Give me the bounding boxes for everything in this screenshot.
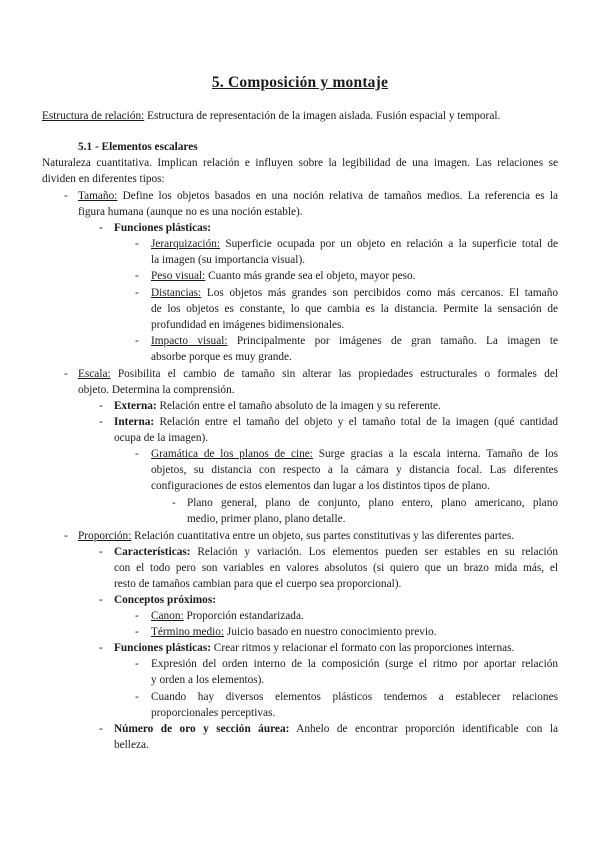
jerarq-label: Jerarquización: — [151, 238, 221, 250]
impacto-label: Impacto visual: — [151, 335, 228, 347]
peso-label: Peso visual: — [151, 270, 206, 282]
escala-label: Escala: — [78, 368, 111, 380]
jerarq-line-1 — [151, 237, 558, 252]
tamano-label: Tamaño: — [78, 190, 118, 202]
gram-line-2: objetos, su distancia con respecto a la cámara y distancia focal. Las diferentes — [151, 464, 558, 476]
bullet-dash: - — [99, 222, 103, 234]
prop-funciones-label: Funciones plásticas: — [114, 642, 211, 654]
bullet-dash: - — [64, 190, 68, 202]
cuando-line-1: Cuando hay diversos elementos plásticos tendemos a establecer relaciones — [151, 691, 558, 703]
jerarq-text: Superficie ocupada por un objeto en relación a la superficie total de — [220, 238, 558, 250]
caract-line-2: con el todo pero son variables en valores absolutos (si quiero que un brazo mida más, el — [114, 562, 558, 574]
expr-line-2: y orden a los elementos). — [151, 674, 265, 686]
bullet-dash: - — [135, 691, 139, 703]
impacto-text: Principalmente por imágenes de gran tamaño. La imagen te — [227, 335, 558, 347]
bullet-dash: - — [99, 416, 103, 428]
expr-line-1: Expresión del orden interno de la composición (surge el ritmo por aportar relación — [151, 658, 558, 670]
prop-funciones-line — [114, 641, 514, 656]
canon-label: Canon: — [151, 610, 184, 622]
dist-text: Los objetos más grandes son percibidos como más cercanos. El tamaño — [201, 287, 558, 299]
externa-text: Relación entre el tamaño absoluto de la imagen y su referente. — [156, 400, 441, 412]
caract-label: Características: — [114, 546, 191, 558]
externa-label: Externa: — [114, 400, 157, 412]
bullet-dash: - — [135, 658, 139, 670]
caract-line-3: resto de tamaños cambian para que el cuerpo sea proporcional). — [114, 578, 402, 590]
bullet-dash: - — [99, 723, 103, 735]
tamano-line-2: figura humana (aunque no es una noción estable). — [78, 206, 303, 218]
bullet-dash: - — [99, 594, 103, 606]
proporcion-text: Relación cuantitativa entre un objeto, sus partes constitutivas y las diferentes partes. — [131, 530, 515, 542]
dist-line-2: de los objetos es constante, lo que cambia es la distancia. Permite la sensación de — [151, 303, 558, 315]
bullet-dash: - — [99, 546, 103, 558]
escala-line-1 — [78, 367, 558, 382]
oro-line-2: belleza. — [114, 739, 149, 751]
termino-text: Juicio basado en nuestro conocimiento previo. — [224, 626, 437, 638]
peso-text: Cuanto más grande sea el objeto, mayor peso. — [205, 270, 416, 282]
bullet-dash: - — [135, 626, 139, 638]
bullet-dash: - — [64, 530, 68, 542]
prop-funciones-text: Crear ritmos y relacionar el formato con las proporciones internas. — [210, 642, 515, 654]
dist-line-3: profundidad en imágenes bidimensionales. — [151, 319, 345, 331]
bullet-dash: - — [135, 287, 139, 299]
tamano-funciones-label: Funciones plásticas: — [114, 222, 211, 234]
interna-line-1 — [114, 415, 558, 430]
gram-line-3: configuraciones de estos elementos dan lugar a los distintos tipos de plano. — [151, 480, 490, 492]
bullet-dash: - — [135, 448, 139, 460]
page-title: 5. Composición y montaje — [211, 74, 389, 91]
planos-line-1: Plano general, plano de conjunto, plano entero, plano americano, plano — [187, 497, 558, 509]
cuando-line-2: proporcionales perceptivas. — [151, 707, 276, 719]
bullet-dash: - — [172, 497, 176, 509]
escala-line-2: objeto. Determina la comprensión. — [78, 384, 235, 396]
caract-text: Relación y variación. Los elementos pueden ser estables en su relación — [190, 546, 558, 558]
interna-label: Interna: — [114, 416, 155, 428]
dist-line-1 — [151, 286, 558, 301]
tamano-line-1 — [78, 189, 558, 204]
bullet-dash: - — [135, 335, 139, 347]
bullet-dash: - — [64, 368, 68, 380]
oro-label: Número de oro y sección áurea: — [114, 723, 290, 735]
externa-line — [114, 399, 441, 414]
gram-line-1 — [151, 447, 558, 462]
caract-line-1 — [114, 545, 558, 560]
bullet-dash: - — [135, 610, 139, 622]
escala-text: Posibilita el cambio de tamaño sin alterar las propiedades estructurales o formales del — [110, 368, 558, 380]
bullet-dash: - — [135, 270, 139, 282]
bullet-dash: - — [135, 238, 139, 250]
peso-line — [151, 269, 416, 284]
dist-label: Distancias: — [151, 287, 202, 299]
jerarq-line-2: la imagen (su importancia visual). — [151, 254, 306, 266]
proporcion-line — [78, 529, 514, 544]
intro-line — [42, 109, 500, 124]
canon-text: Proporción estandarizada. — [183, 610, 304, 622]
oro-line-1 — [114, 722, 558, 737]
intro-label: Estructura de relación: — [42, 110, 145, 122]
bullet-dash: - — [99, 642, 103, 654]
impacto-line-1 — [151, 334, 558, 349]
planos-line-2: medio, primer plano, plano detalle. — [187, 513, 346, 525]
gram-text: Surge gracias a la escala interna. Tamaño de los — [312, 448, 559, 460]
termino-line — [151, 625, 437, 640]
canon-line — [151, 609, 304, 624]
oro-text: Anhelo de encontrar proporción identificable con la — [289, 723, 559, 735]
termino-label: Término medio: — [151, 626, 225, 638]
section-intro-line-2: dividen en diferentes tipos: — [42, 173, 165, 185]
intro-text: Estructura de representación de la imagen aislada. Fusión espacial y temporal. — [144, 110, 501, 122]
interna-text: Relación entre el tamaño del objeto y el tamaño total de la imagen (qué cantidad — [154, 416, 558, 428]
section-intro-line-1: Naturaleza cuantitativa. Implican relación e influyen sobre la legibilidad de una imagen. Las relaciones se — [42, 157, 558, 169]
proporcion-label: Proporción: — [78, 530, 132, 542]
interna-line-2: ocupa de la imagen). — [114, 432, 209, 444]
impacto-line-2: absorbe porque es muy grande. — [151, 351, 292, 363]
conceptos-label: Conceptos próximos: — [114, 594, 216, 606]
bullet-dash: - — [99, 400, 103, 412]
tamano-text: Define los objetos basados en una noción relativa de tamaños medios. La referencia es la — [117, 190, 558, 202]
section-heading: 5.1 - Elementos escalares — [78, 141, 198, 153]
gram-label: Gramática de los planos de cine: — [151, 448, 313, 460]
